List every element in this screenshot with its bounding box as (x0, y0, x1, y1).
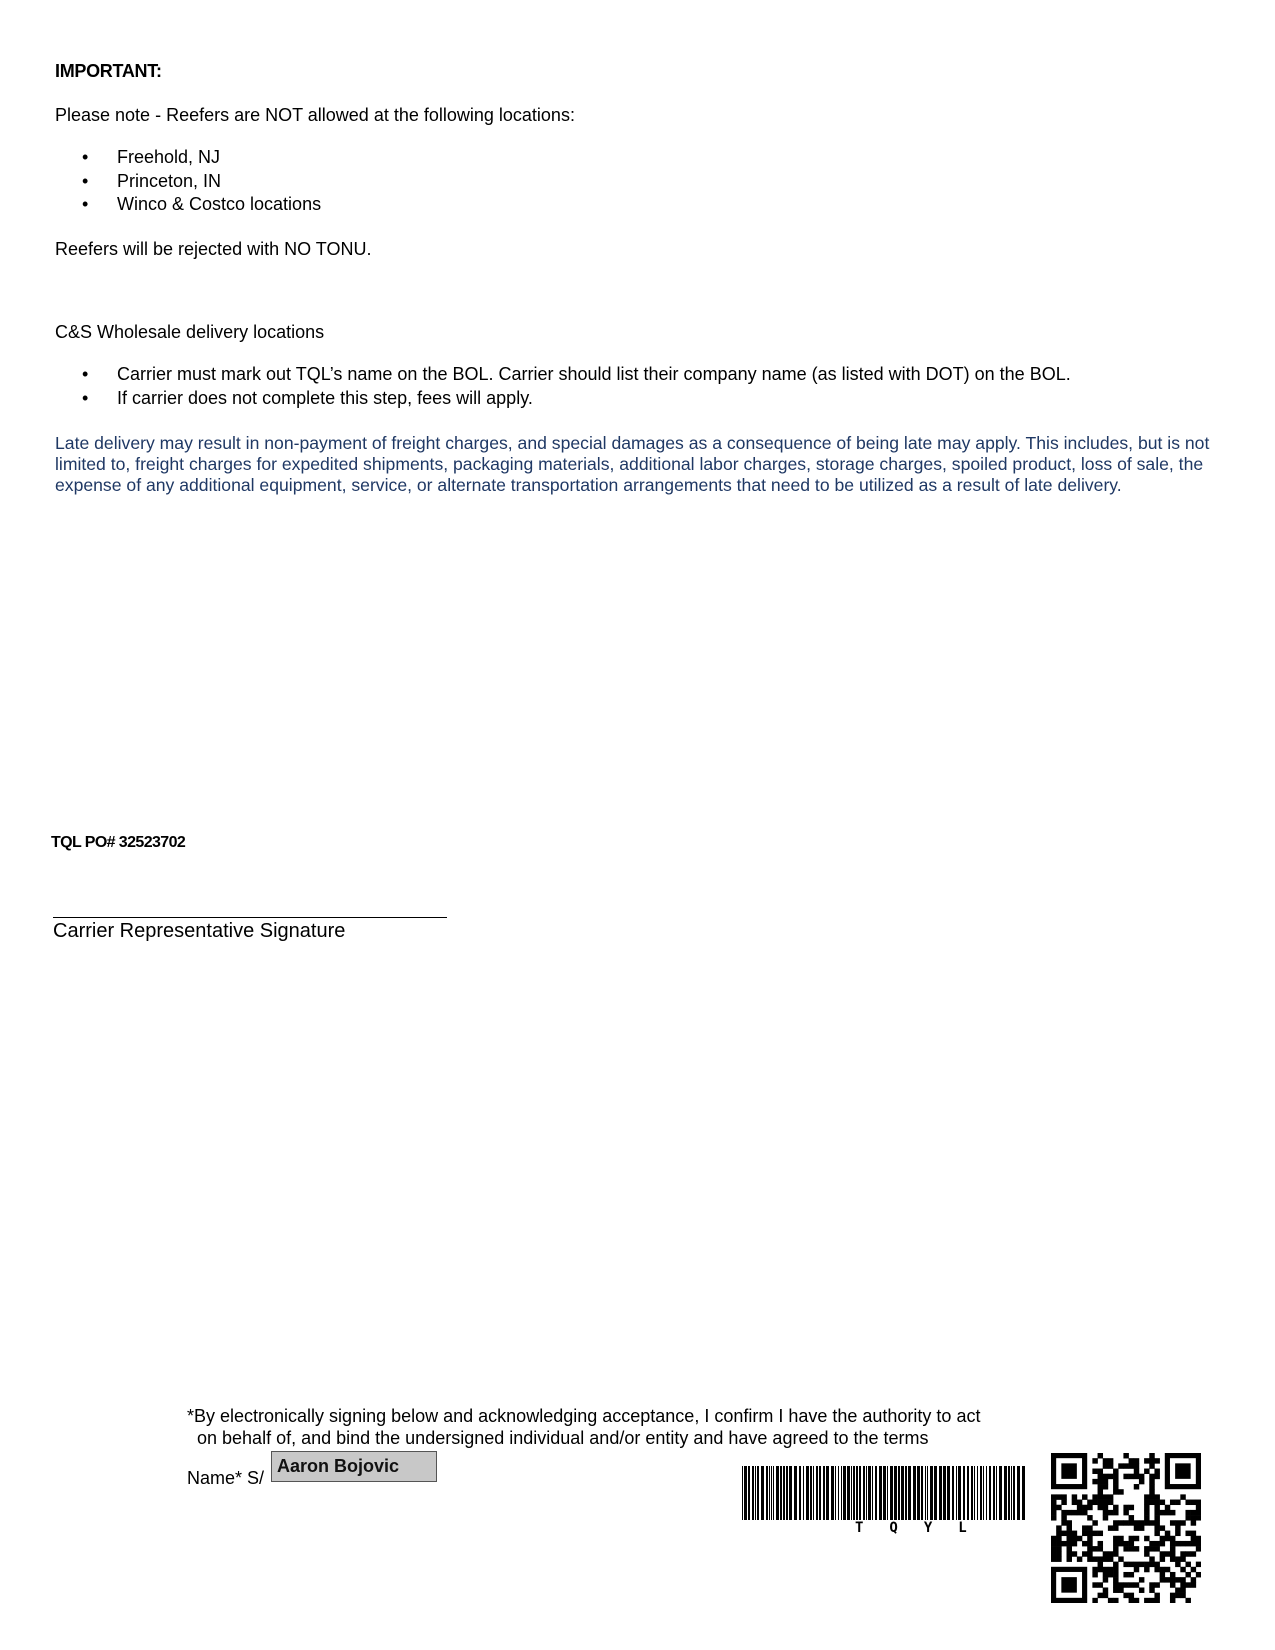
name-label: Name* S/ (187, 1468, 265, 1488)
bullet-icon: • (82, 147, 89, 167)
list-item (55, 193, 321, 217)
bullet-icon: • (82, 170, 89, 191)
list-item (55, 146, 321, 170)
signature-label: Carrier Representative Signature (53, 920, 346, 942)
reefer-locations-list (55, 146, 321, 217)
bullet-icon: • (82, 387, 89, 408)
cs-item-text: Carrier must mark out TQL’s name on the BOL. Carrier should list their company name (as listed with DOT) on the BOL. (117, 364, 1071, 384)
name-signature-field[interactable]: Aaron Bojovic (271, 1451, 437, 1482)
reefer-rejection-note: Reefers will be rejected with NO TONU. (55, 239, 372, 259)
list-item (55, 363, 1071, 387)
reefer-intro: Please note - Reefers are NOT allowed at the following locations: (55, 105, 575, 125)
late-delivery-notice: Late delivery may result in non-payment of freight charges, and special damages as a consequence of being late may apply. This includes, but is not limited to, freight charges for expedited shipments, packaging materials, additional labor charges, storage charges, spoiled product, loss of sale, the expense of any additional equipment, service, or alternate transportation arrangements that need to be utilized as a result of late delivery. (55, 433, 1210, 495)
barcode-text: TQYL (855, 1520, 993, 1536)
cs-item-text: If carrier does not complete this step, fees will apply. (117, 387, 533, 408)
list-item (55, 170, 321, 194)
cs-wholesale-heading: C&S Wholesale delivery locations (55, 322, 325, 342)
signature-line (53, 917, 447, 918)
acknowledgement-line-1: *By electronically signing below and acknowledging acceptance, I confirm I have the authority to act (187, 1406, 981, 1426)
acknowledgement-text (187, 1405, 980, 1449)
qr-code-icon (1051, 1453, 1201, 1603)
location-label: Princeton, IN (117, 170, 222, 191)
barcode-bars (742, 1466, 1027, 1520)
location-label: Winco & Costco locations (117, 194, 322, 214)
list-item (55, 387, 1071, 411)
important-heading: IMPORTANT: (55, 61, 162, 81)
bullet-icon: • (82, 364, 89, 384)
acknowledgement-line-2: on behalf of, and bind the undersigned individual and/or entity and have agreed to the terms (197, 1428, 929, 1448)
cs-wholesale-list (55, 363, 1071, 410)
po-number: TQL PO# 32523702 (51, 834, 186, 851)
qr-code (1051, 1453, 1201, 1603)
location-label: Freehold, NJ (117, 147, 221, 167)
bullet-icon: • (82, 194, 89, 214)
